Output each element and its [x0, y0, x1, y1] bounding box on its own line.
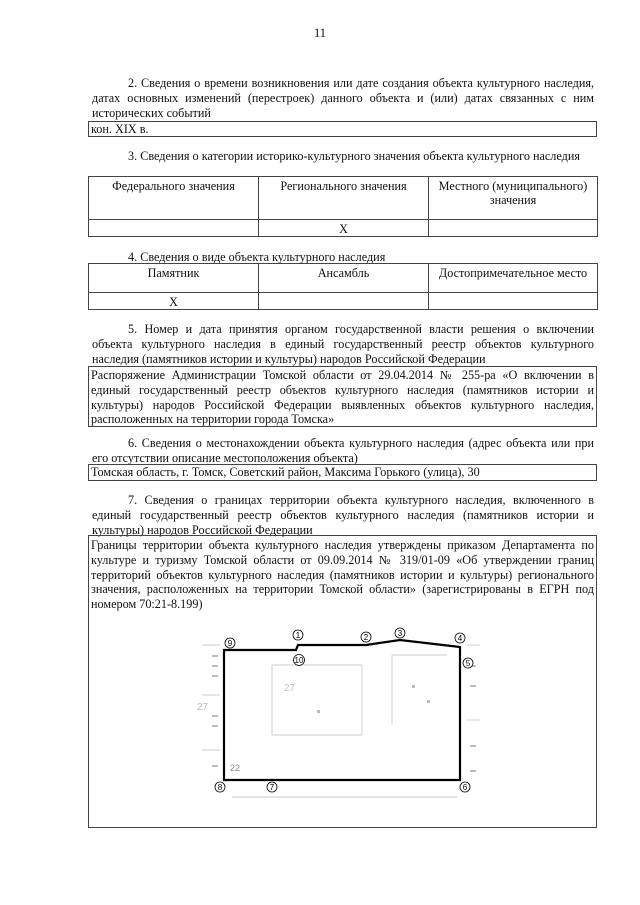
section-3-heading: 3. Сведения о категории историко-культурного значения объекта культурного наследия [128, 149, 580, 163]
type-mark-monument: X [89, 293, 259, 310]
point-label: 7 [269, 783, 275, 792]
plan-mark [212, 665, 218, 667]
point-label: 9 [227, 639, 233, 648]
plan-mark [470, 770, 476, 772]
point-8 [215, 782, 225, 792]
plan-mark [212, 655, 218, 657]
section-5-value: Распоряжение Администрации Томской области от 29.04.2014 № 255-ра «О включении в единый государственный реестр объектов культурного наследия (памятников истории и культуры) народов Российской Федерации выявленных объектов культурного наследия, расположенных на территории города Томска» [88, 366, 597, 427]
point-label: 6 [462, 783, 468, 792]
category-header-regional: Регионального значения [259, 177, 429, 220]
page-number: 11 [313, 26, 327, 40]
plan-mark [317, 710, 320, 713]
category-header-local: Местного (муниципального) значения [429, 177, 598, 220]
category-table [88, 176, 598, 237]
point-3 [395, 628, 405, 638]
category-header-federal: Федерального значения [89, 177, 259, 220]
boundary-polygon [224, 640, 460, 780]
section-2-value: кон. XIX в. [88, 121, 597, 137]
background-plan [202, 645, 480, 797]
boundary-map-svg [197, 625, 482, 807]
section-5-heading: 5. Номер и дата принятия органом государственной власти решения о включении объекта культурного наследия в единый государственный реестр объектов культурного наследия (памятников истории и культуры) народов Российской Федерации [92, 322, 594, 366]
type-header-monument: Памятник [89, 264, 259, 293]
point-6 [460, 782, 470, 792]
point-label: 8 [217, 783, 223, 792]
plan-label: 27 [284, 683, 296, 694]
plan-mark [427, 700, 430, 703]
point-label: 10 [294, 656, 304, 665]
type-header-ensemble: Ансамбль [259, 264, 429, 293]
plan-label: 22 [230, 763, 241, 773]
plan-mark [212, 675, 218, 677]
type-header-landmark: Достопримечательное место [429, 264, 598, 293]
point-5 [463, 658, 473, 668]
type-mark-ensemble [259, 293, 429, 310]
point-label: 5 [465, 659, 471, 668]
point-2 [361, 632, 371, 642]
point-7 [267, 782, 277, 792]
plan-mark [470, 685, 476, 687]
section-6-heading: 6. Сведения о местонахождении объекта культурного наследия (адрес объекта или при его отсутствии описание местоположения объекта) [92, 436, 594, 465]
point-4 [455, 633, 465, 643]
section-4-heading: 4. Сведения о виде объекта культурного наследия [128, 250, 386, 264]
background-hatching [212, 655, 476, 772]
category-mark-regional: X [259, 220, 429, 237]
type-mark-landmark [429, 293, 598, 310]
point-9 [225, 638, 235, 648]
type-table [88, 263, 598, 310]
plan-mark [212, 715, 218, 717]
point-label: 1 [295, 631, 301, 640]
plan-label: 27 [197, 702, 209, 713]
point-label: 2 [363, 633, 369, 642]
section-6-value: Томская область, г. Томск, Советский район, Максима Горького (улица), 30 [88, 464, 597, 481]
boundary-map [197, 625, 482, 807]
point-label: 4 [457, 634, 463, 643]
point-1 [293, 630, 303, 640]
point-label: 3 [397, 629, 403, 638]
category-mark-local [429, 220, 598, 237]
plan-mark [212, 765, 218, 767]
plan-mark [470, 745, 476, 747]
category-mark-federal [89, 220, 259, 237]
point-10 [294, 655, 305, 666]
plan-mark [412, 685, 415, 688]
section-7-value: Границы территории объекта культурного наследия утверждены приказом Департамента по культуре и туризму Томской области от 09.09.2014 № 319/01-09 «Об утверждении границ территорий объектов культурного наследия (памятников истории и культуры) регионального значения, расположенных на территории Томской области» (зарегистрированы в ЕГРН под номером 70:21-8.199) [91, 538, 594, 612]
section-7-heading: 7. Сведения о границах территории объекта культурного наследия, включенного в единый государственный реестр объектов культурного наследия (памятников истории и культуры) народов Российской Федерации [92, 493, 594, 537]
plan-mark [212, 725, 218, 727]
section-2-heading: 2. Сведения о времени возникновения или дате создания объекта культурного наследия, датах основных изменений (перестроек) данного объекта и (или) датах связанных с ним исторических событий [92, 76, 594, 120]
